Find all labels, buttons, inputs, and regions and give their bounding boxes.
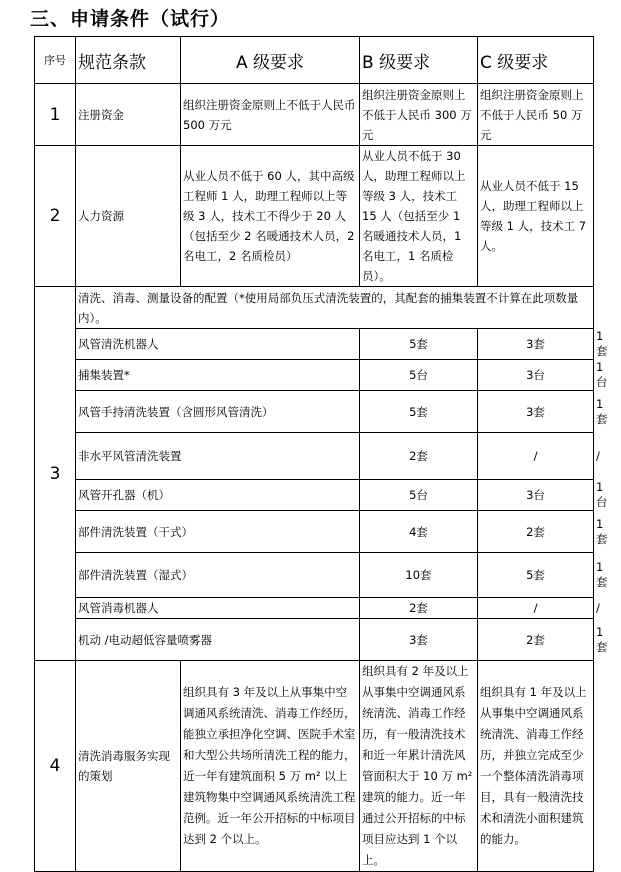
equipment-row: 风管清洗机器人 5套 3套 1套 [35,329,594,360]
req-c: 从业人员不低于 15 人，助理工程师以上等级 1 人，技术工 7 人。 [478,146,594,287]
equipment-row: 风管开孔器（机） 5台 3台 1台 [35,480,594,511]
section-title: 三、申请条件（试行） [30,8,231,30]
equipment-b: 5套 [478,553,594,598]
row-item: 清洗消毒服务实现的策划 [76,661,181,872]
table-row [35,84,594,146]
equipment-b: 3台 [478,360,594,391]
equipment-a: 5台 [360,480,478,511]
equipment-a: 5套 [360,391,478,433]
equipment-row: 风管消毒机器人 2套 / / [35,598,594,619]
req-c: 组织注册资金原则上不低于人民币 50 万元 [478,84,594,146]
equipment-a: 5台 [360,360,478,391]
req-b: 组织具有 2 年及以上从事集中空调通风系统清洗、消毒工作经历，有一般清洗技术和近一年累计清洗风管面积大于 10 万 m² 建筑的能力。近一年通过公开招标的中标项目应达到 1 个以上。 [360,661,478,872]
row-number: 3 [35,287,76,661]
equipment-b: / [478,598,594,619]
equipment-b: / [478,433,594,480]
equipment-b: 3台 [478,480,594,511]
req-a: 组织注册资金原则上不低于人民币 500 万元 [181,84,360,146]
equipment-b: 3套 [478,329,594,360]
equipment-name: 风管手持清洗装置（含圆形风管清洗） [76,391,360,433]
header-seq: 序号 [35,37,76,84]
equipment-row: 风管手持清洗装置（含圆形风管清洗） 5套 3套 1套 [35,391,594,433]
table-row [35,146,594,287]
row-number: 1 [35,84,76,146]
header-a: A 级要求 [181,37,360,84]
equipment-name: 非水平风管清洗装置 [76,433,360,480]
table-row [35,661,594,872]
header-row [35,37,594,84]
req-b: 从业人员不低于 30 人，助理工程师以上等级 3 人，技术工 15 人（包括至少 1 名暖通技术人员，1 名电工，1 名质检员）。 [360,146,478,287]
equipment-name: 机动 /电动超低容量喷雾器 [76,619,360,661]
req-b: 组织注册资金原则上不低于人民币 300 万元 [360,84,478,146]
row-number: 4 [35,661,76,872]
requirements-table [34,36,608,872]
equipment-heading: 清洗、消毒、测量设备的配置（*使用局部负压式清洗装置的，其配套的捕集装置不计算在此项数量内）。 [76,287,594,329]
row-item: 注册资金 [76,84,181,146]
row-number: 2 [35,146,76,287]
header-c: C 级要求 [478,37,594,84]
equipment-heading-row [35,287,594,329]
equipment-a: 2套 [360,433,478,480]
req-a: 从业人员不低于 60 人，其中高级工程师 1 人，助理工程师以上等级 3 人，技术工不得少于 20 人（包括至少 2 名暖通技术人员，2 名电工，2 名质检员） [181,146,360,287]
req-c: 组织具有 1 年及以上从事集中空调通风系统清洗、消毒工作经历，并独立完成至少一个整体清洗消毒项目，具有一般清洗技术和清洗小面积建筑的能力。 [478,661,594,872]
equipment-name: 捕集装置* [76,360,360,391]
equipment-b: 2套 [478,511,594,553]
equipment-a: 5套 [360,329,478,360]
equipment-row: 部件清洗装置（湿式） 10套 5套 1套 [35,553,594,598]
equipment-row: 非水平风管清洗装置 2套 / / [35,433,594,480]
equipment-b: 2套 [478,619,594,661]
equipment-row: 捕集装置* 5台 3台 1台 [35,360,594,391]
equipment-name: 风管消毒机器人 [76,598,360,619]
equipment-a: 2套 [360,598,478,619]
equipment-b: 3套 [478,391,594,433]
equipment-a: 10套 [360,553,478,598]
equipment-row: 机动 /电动超低容量喷雾器 3套 2套 1套 [35,619,594,661]
equipment-a: 3套 [360,619,478,661]
row-item: 人力资源 [76,146,181,287]
equipment-name: 部件清洗装置（干式） [76,511,360,553]
equipment-a: 4套 [360,511,478,553]
header-item: 规范条款 [76,37,181,84]
req-a: 组织具有 3 年及以上从事集中空调通风系统清洗、消毒工作经历，能独立承担净化空调、医院手术室和大型公共场所清洗工程的能力，近一年有建筑面积 5 万 m² 以上建筑物集中空调通风系统清洗工程范例。近一年公开招标的中标项目达到 2 个以上。 [181,661,360,872]
equipment-name: 风管开孔器（机） [76,480,360,511]
equipment-name: 部件清洗装置（湿式） [76,553,360,598]
header-b: B 级要求 [360,37,478,84]
equipment-name: 风管清洗机器人 [76,329,360,360]
equipment-row: 部件清洗装置（干式） 4套 2套 1套 [35,511,594,553]
